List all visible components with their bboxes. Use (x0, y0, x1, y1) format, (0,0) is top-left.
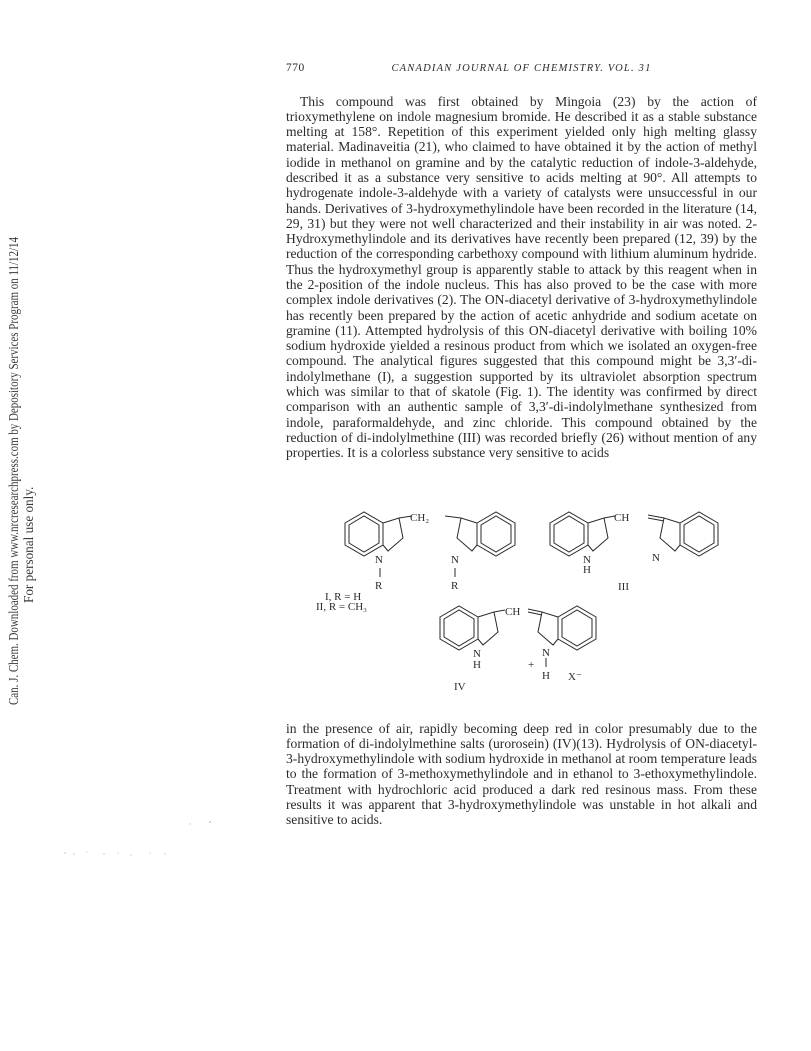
compound-label-iv: IV (454, 681, 466, 693)
indolenine-ring-right-3 (648, 512, 718, 556)
h-label-3a: H (583, 564, 591, 576)
body-paragraph-1: This compound was first obtained by Mingoia (23) by the action of trioxymethylene on indole magnesium bromide. He described it as a stable substance melting at 158°. Repetition of this experiment yielded only high melting glassy material. Madinaveitia (21), who claimed to have obtained it by the action of methyl iodide in methanol on gramine and by the catalytic reduction of indole-3-aldehyde, described it as a substance very sensitive to acids melting at 90°. All attempts to hydrogenate indole-3-aldehyde with a variety of catalysts were unsuccessful in our hands. Derivatives of 3-hydroxymethylindole have been recorded in the literature (14, 29, 31) but they were not well characterized and their instability in air was noted. 2-Hydroxymethylindole and its derivatives have recently been prepared (12, 39) by the reduction of the corresponding carbethoxy compound with lithium aluminum hydride. Thus the hydroxymethyl group is apparently stable to attack by this reagent when in the 2-position of the indole nucleus. This has also proved to be the case with more complex indole derivatives (2). The ON-diacetyl derivative of 3-hydroxymethylindole has recently been prepared by the action of acetic anhydride and sodium acetate on gramine (11). Attempted hydrolysis of this ON-diacetyl derivative with boiling 10% sodium hydroxide yielded a resinous product from which we isolated an oxygen-free compound. The analytical figures suggested that this compound might be 3,3′-di-indolylmethane (I), a suggestion supported by its ultraviolet absorption spectrum which was similar to that of skatole (Fig. 1). The identity was confirmed by direct comparison with an authentic sample of 3,3′-di-indolylmethane synthesized from indole, paraformaldehyde, and zinc chloride. This compound obtained by the reduction of di-indolylmethine (III) was recorded briefly (26) without mention of any properties. It is a colorless substance very sensitive to acids (286, 93, 757, 461)
n-label-3a: N (583, 554, 591, 566)
journal-title: CANADIAN JOURNAL OF CHEMISTRY. VOL. 31 (391, 63, 652, 74)
indole-ring-left-1 (345, 512, 412, 556)
chemical-structures-figure (300, 505, 760, 705)
ch-label-iv: CH (505, 606, 521, 618)
n-label-1b: N (451, 554, 459, 566)
running-header (286, 62, 757, 78)
watermark-svg (4, 235, 40, 705)
watermark-line-1: Can. J. Chem. Downloaded from www.nrcresearchpress.com by Depository Services Program on 11/12/14 (6, 235, 21, 705)
indole-ring-left-4 (440, 606, 505, 650)
structures-svg (300, 505, 760, 705)
n-label-3b: N (652, 552, 660, 564)
indole-ring-right-1 (445, 512, 515, 556)
compound-label-i: I, R = H (325, 591, 362, 603)
anion-label: X⁻ (568, 671, 582, 683)
h-label-4b: H (542, 670, 550, 682)
plus-sign: + (528, 659, 535, 671)
page-number: 770 (286, 62, 305, 74)
compound-label-iii: III (618, 581, 629, 593)
compound-label-ii: II, R = CH₃ (316, 601, 367, 613)
body-paragraph-2: in the presence of air, rapidly becoming deep red in color presumably due to the formation of di-indolylmethine salts (urorosein) (IV)(13). Hydrolysis of ON-diacetyl-3-hydroxymethylindole with sodium hydroxide in methanol at room temperature leads to the formation of 3-methoxymethylindole and in ethanol to 3-ethoxymethylindole. Treatment with hydrochloric acid produced a dark red resinous mass. From these results it was apparent that 3-hydroxymethylindole was unstable in hot alkali and sensitive to acids. (286, 720, 757, 828)
indole-ring-left-3 (550, 512, 615, 556)
h-label-4a: H (473, 659, 481, 671)
r-label-1b: R (451, 580, 459, 592)
n-label-4a: N (473, 648, 481, 660)
watermark-line-2: For personal use only. (21, 486, 36, 603)
scan-specks (60, 820, 220, 860)
ch-label-iii: CH (614, 512, 630, 524)
n-label-4b: N (542, 647, 550, 659)
download-watermark (4, 235, 40, 705)
r-label-1a: R (375, 580, 383, 592)
ch2-label: CH₂ (410, 512, 430, 524)
indolenine-ring-right-4 (528, 606, 596, 667)
n-label-1a: N (375, 554, 383, 566)
